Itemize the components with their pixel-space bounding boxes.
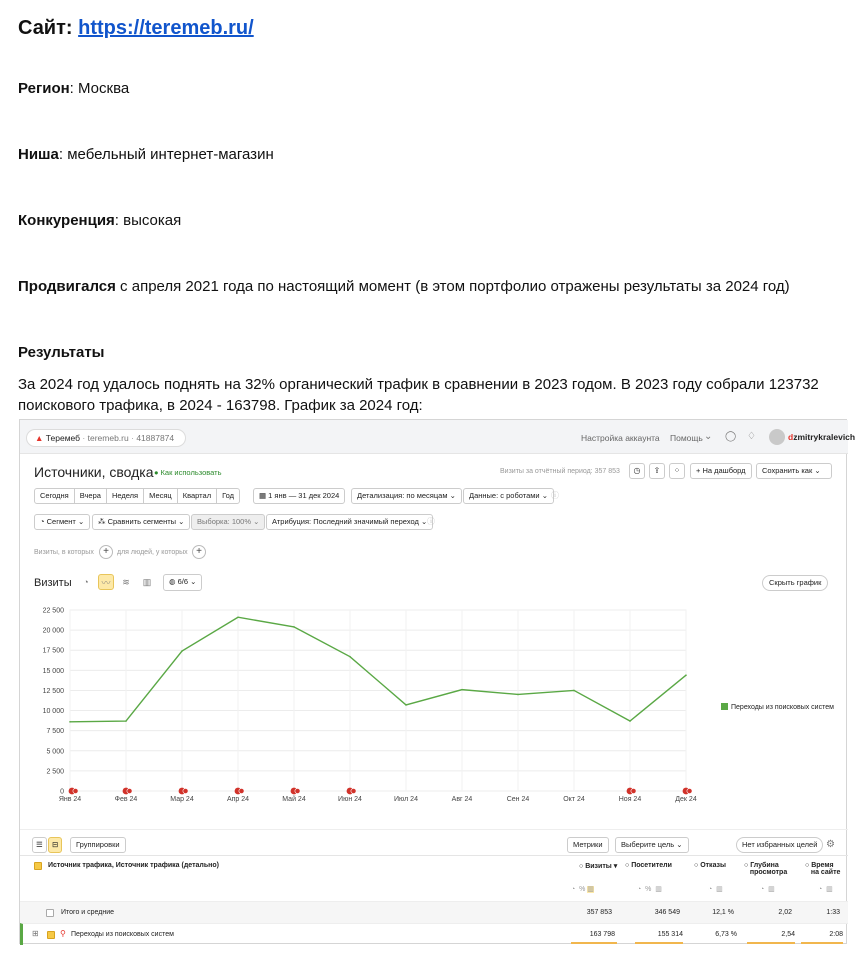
data-point xyxy=(461,689,463,691)
promotion-line xyxy=(18,277,790,297)
pie-chart-icon[interactable]: ◔ xyxy=(83,577,89,587)
cell-bounce: 6,73 % xyxy=(715,931,737,938)
avatar[interactable] xyxy=(769,429,785,445)
tree-view-icon[interactable]: ⊟ xyxy=(48,837,62,853)
x-tick-label: Ноя 24 xyxy=(618,796,642,803)
cell-time: 1:33 xyxy=(826,909,840,916)
table-row[interactable] xyxy=(20,923,848,945)
visits-share-bar xyxy=(571,942,617,944)
counter-id: 41887874 xyxy=(136,433,175,443)
col-time-header[interactable]: ○ Время на сайте xyxy=(805,862,841,876)
help-chevron-icon: ⌄ xyxy=(704,431,713,442)
x-tick-label: Дек 24 xyxy=(675,796,697,803)
cell-depth: 2,54 xyxy=(781,931,795,938)
cell-visits: 357 853 xyxy=(586,909,612,916)
annotation-marker-icon xyxy=(239,788,244,793)
chat-icon[interactable]: ◯ xyxy=(725,431,737,442)
depth-share-bar xyxy=(747,942,795,944)
cell-visits: 163 798 xyxy=(589,931,615,938)
period-tab[interactable]: Месяц xyxy=(143,488,178,504)
chart-title: Визиты xyxy=(34,577,72,589)
region-value: : Москва xyxy=(69,80,130,97)
x-tick-label: Сен 24 xyxy=(506,796,530,803)
search-icon: ⚲ xyxy=(60,929,66,938)
period-tabs xyxy=(34,488,239,504)
visitors-share-bar xyxy=(635,942,683,944)
export-icon[interactable]: ⇪ xyxy=(649,463,665,479)
counter-selector[interactable]: ▲ Теремеб · teremeb.ru · 41887874 xyxy=(26,429,186,447)
row-checkbox[interactable] xyxy=(46,909,54,917)
period-tab[interactable]: Год xyxy=(216,488,240,504)
x-tick-label: Июл 24 xyxy=(394,796,418,803)
annotation-marker-icon xyxy=(295,788,300,793)
line-chart-icon[interactable]: 〰 xyxy=(98,574,114,590)
choose-goal-dropdown[interactable]: Выберите цель ⌄ xyxy=(615,837,689,853)
col-depth-view-icons[interactable]: ◔ ▥ xyxy=(760,886,775,893)
info-icon[interactable]: ⓘ xyxy=(427,517,435,526)
report-title: Источники, сводка xyxy=(34,464,154,480)
y-tick-label: 7 500 xyxy=(46,728,64,736)
y-tick-label: 15 000 xyxy=(42,667,64,675)
y-tick-label: 5 000 xyxy=(46,748,64,756)
col-bounce-header[interactable]: ○ Отказы xyxy=(694,862,726,869)
table-toolbar xyxy=(20,829,848,855)
help-menu[interactable]: Помощь xyxy=(670,433,703,443)
annotation-marker-icon xyxy=(183,788,188,793)
table-header xyxy=(20,855,848,901)
data-point xyxy=(573,690,575,692)
favorite-goals-button[interactable]: Нет избранных целей xyxy=(736,837,823,853)
notifications-icon[interactable]: ♢ xyxy=(747,431,756,442)
attribution-dropdown[interactable]: Атрибуция: Последний значимый переход ⌄ xyxy=(266,514,433,530)
competition-value: : высокая xyxy=(114,212,182,229)
row-checkbox[interactable] xyxy=(47,931,55,939)
promotion-value: с апреля 2021 года по настоящий момент (в этом портфолио отражены результаты за 2024 год) xyxy=(115,278,790,295)
col-bounce-view-icons[interactable]: ◔ ▥ xyxy=(708,886,723,893)
data-point xyxy=(405,704,407,706)
metrics-button[interactable]: Метрики xyxy=(567,837,609,853)
legend-label: Переходы из поисковых систем xyxy=(731,704,834,711)
robots-dropdown[interactable]: Данные: с роботами ⌄ xyxy=(463,488,554,504)
period-tab[interactable]: Неделя xyxy=(106,488,144,504)
x-tick-label: Авг 24 xyxy=(451,796,473,803)
metrika-screenshot xyxy=(19,419,856,944)
add-visit-filter-button[interactable]: + xyxy=(99,545,113,559)
results-heading: Результаты xyxy=(18,344,105,361)
groupings-button[interactable]: Группировки xyxy=(70,837,126,853)
data-point xyxy=(69,721,71,723)
site-label: Сайт: xyxy=(18,17,73,39)
filter-visits-label: Визиты, в которых xyxy=(34,549,94,556)
niche-line xyxy=(18,145,274,165)
chart-legend[interactable] xyxy=(721,703,834,711)
date-range-button[interactable]: ▦ 1 янв — 31 дек 2024 xyxy=(253,488,345,504)
hide-graph-button[interactable]: Скрыть график xyxy=(762,575,828,591)
counter-name: Теремеб xyxy=(45,433,81,443)
x-tick-label: Окт 24 xyxy=(563,796,585,803)
y-tick-label: 0 xyxy=(60,788,64,796)
period-tab[interactable]: Сегодня xyxy=(34,488,75,504)
period-tab[interactable]: Квартал xyxy=(177,488,217,504)
data-point xyxy=(349,656,351,658)
data-point xyxy=(125,720,127,722)
y-tick-label: 2 500 xyxy=(46,768,64,776)
promotion-label: Продвигался xyxy=(18,278,116,295)
x-tick-label: Июн 24 xyxy=(338,796,362,803)
competition-label: Конкуренция xyxy=(18,212,115,229)
bar-chart-icon[interactable]: ▥ xyxy=(142,577,152,587)
x-tick-label: Фев 24 xyxy=(114,796,138,803)
save-as-button[interactable]: Сохранить как ⌄ xyxy=(756,463,832,479)
data-point xyxy=(629,720,631,722)
account-settings-link[interactable]: Настройка аккаунта xyxy=(581,433,660,443)
cell-bounce: 12,1 % xyxy=(712,909,734,916)
info-icon[interactable]: ⓘ xyxy=(551,491,559,500)
expand-icon[interactable]: ⊞ xyxy=(32,929,39,938)
visits-line-chart xyxy=(20,600,848,828)
col-visits-header[interactable]: ○ Визиты ▾ xyxy=(579,863,618,870)
annotation-marker-icon xyxy=(127,788,132,793)
data-point xyxy=(293,626,295,628)
flat-view-icon[interactable]: ☰ xyxy=(32,837,47,853)
row-label: Итого и средние xyxy=(61,909,115,916)
x-tick-label: Янв 24 xyxy=(58,796,82,803)
visits-period-label: Визиты за отчётный период: 357 853 xyxy=(500,468,620,475)
competition-line xyxy=(18,211,181,231)
annotation-marker-icon xyxy=(631,788,636,793)
col-depth-header[interactable]: ○ Глубина просмотра xyxy=(744,862,788,876)
x-tick-label: Май 24 xyxy=(282,796,306,803)
annotation-marker-icon xyxy=(73,788,78,793)
data-point xyxy=(181,650,183,652)
time-share-bar xyxy=(801,942,843,944)
results-text-line-2: поискового трафика, в 2024 - 163798. График за 2024 год: xyxy=(18,397,423,414)
how-to-use-link[interactable]: ● Как использовать xyxy=(154,468,222,477)
counter-site: teremeb.ru xyxy=(87,433,129,443)
username[interactable]: dzmitrykralevich xyxy=(788,432,856,442)
cell-depth: 2,02 xyxy=(778,909,792,916)
niche-value: : мебельный интернет-магазин xyxy=(58,146,274,163)
annotation-marker-icon xyxy=(351,788,356,793)
x-tick-label: Мар 24 xyxy=(170,796,194,803)
y-tick-label: 20 000 xyxy=(42,627,64,635)
add-to-dashboard-button[interactable]: + На дашборд xyxy=(690,463,752,479)
col-time-view-icons[interactable]: ◔ ▥ xyxy=(818,886,833,893)
row-label: Переходы из поисковых систем xyxy=(71,931,174,938)
cell-visitors: 155 314 xyxy=(657,931,683,938)
filter-people-label: для людей, у которых xyxy=(117,549,188,556)
y-tick-label: 17 500 xyxy=(42,647,64,655)
y-tick-label: 22 500 xyxy=(42,607,64,615)
col-visitors-view-icons[interactable]: ◔ % ▥ xyxy=(637,886,662,893)
data-point xyxy=(237,616,239,618)
segment-button[interactable]: ◔ Сегмент ⌄ xyxy=(34,514,90,530)
series-selector[interactable]: ◍ 6/6 ⌄ xyxy=(163,574,202,591)
period-tab[interactable]: Вчера xyxy=(74,488,107,504)
table-row[interactable] xyxy=(20,901,848,923)
sample-dropdown[interactable]: Выборка: 100% ⌄ xyxy=(191,514,265,530)
site-link[interactable]: https://teremeb.ru/ xyxy=(78,17,254,39)
dimension-header: Источник трафика, Источник трафика (детально) xyxy=(48,862,219,869)
y-tick-label: 10 000 xyxy=(42,708,64,716)
x-tick-label: Апр 24 xyxy=(226,796,250,803)
settings-gear-icon[interactable]: ⚙ xyxy=(826,839,835,850)
region-label: Регион xyxy=(18,80,70,97)
annotation-marker-icon xyxy=(687,788,692,793)
area-chart-icon[interactable]: ≋ xyxy=(122,577,130,587)
calendar-icon: ▦ xyxy=(259,491,269,500)
cell-time: 2:08 xyxy=(829,931,843,938)
series-icon: ◍ xyxy=(169,577,178,586)
y-tick-label: 12 500 xyxy=(42,687,64,695)
pie-icon: ◔ xyxy=(40,517,47,526)
select-all-checkbox[interactable] xyxy=(34,862,42,870)
niche-label: Ниша xyxy=(18,146,59,163)
results-text-line-1: За 2024 год удалось поднять на 32% органический трафик в сравнении в 2023 годом. В 2023 году собрали 123732 xyxy=(18,376,819,393)
share-icon[interactable]: ⁘ xyxy=(669,463,685,479)
counter-logo-icon: ▲ xyxy=(35,433,44,443)
col-visitors-header[interactable]: ○ Посетители xyxy=(625,862,672,869)
metrika-topbar xyxy=(20,420,856,454)
region-line xyxy=(18,79,129,99)
data-point xyxy=(517,694,519,696)
compare-segments-button[interactable]: ⁂ Сравнить сегменты ⌄ xyxy=(92,514,190,530)
col-visits-view-icons[interactable]: ◔ % ▥ xyxy=(571,886,594,893)
site-line xyxy=(18,16,254,40)
legend-checkbox-icon[interactable] xyxy=(721,703,728,710)
data-point xyxy=(685,674,687,676)
clock-icon[interactable]: ◷ xyxy=(629,463,645,479)
add-people-filter-button[interactable]: + xyxy=(192,545,206,559)
detail-dropdown[interactable]: Детализация: по месяцам ⌄ xyxy=(351,488,462,504)
cell-visitors: 346 549 xyxy=(654,909,680,916)
